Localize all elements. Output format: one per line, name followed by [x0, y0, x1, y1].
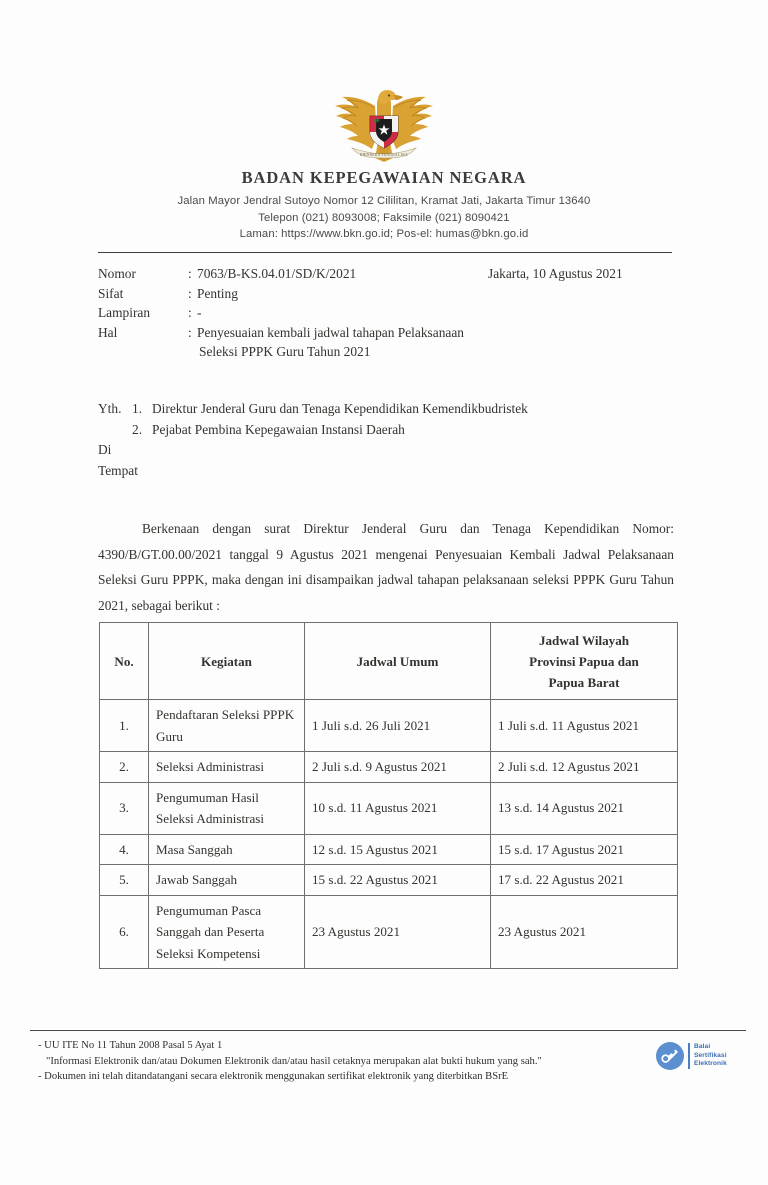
bsre-text-line3: Elektronik — [694, 1060, 727, 1068]
meta-label-sifat: Sifat — [98, 285, 124, 301]
column-header-no: No. — [100, 623, 149, 700]
bsre-wordmark — [694, 1043, 727, 1068]
meta-colon: : — [188, 266, 192, 281]
cell-kegiatan: Seleksi Administrasi — [149, 752, 305, 783]
meta-colon: : — [188, 305, 192, 321]
table-row — [100, 752, 678, 783]
bsre-text-line1: Balai — [694, 1043, 711, 1051]
recipient-item-1-number: 1. — [132, 401, 143, 416]
meta-value-lampiran: - — [197, 305, 202, 321]
organization-address: Jalan Mayor Jendral Sutoyo Nomor 12 Cililitan, Kramat Jati, Jakarta Timur 13640 — [177, 195, 591, 207]
meta-row-nomor — [98, 264, 678, 284]
cell-kegiatan: Jawab Sanggah — [149, 865, 305, 896]
bsre-divider — [688, 1043, 690, 1069]
recipient-yth-label: Yth. — [98, 401, 122, 416]
meta-value-hal: Penyesuaian kembali jadwal tahapan Pelaksanaan — [197, 324, 464, 340]
meta-colon: : — [188, 285, 192, 301]
cell-jadwal-papua: 17 s.d. 22 Agustus 2021 — [491, 865, 678, 896]
column-header-jadwal-umum: Jadwal Umum — [305, 623, 491, 700]
organization-name: BADAN KEPEGAWAIAN NEGARA — [241, 168, 527, 187]
recipient-item-1-text: Direktur Jenderal Guru dan Tenaga Kependidikan Kemendikbudristek — [152, 401, 528, 416]
meta-row-lampiran — [98, 303, 678, 323]
cell-no: 4. — [100, 834, 149, 865]
place-and-date: Jakarta, 10 Agustus 2021 — [488, 266, 623, 281]
garuda-pancasila-emblem — [332, 86, 436, 162]
recipient-di: Di — [98, 442, 112, 457]
recipient-tempat: Tempat — [98, 462, 138, 478]
column-header-kegiatan: Kegiatan — [149, 623, 305, 700]
cell-jadwal-umum: 12 s.d. 15 Agustus 2021 — [305, 834, 491, 865]
footer-line-3: - Dokumen ini telah ditandatangani secara elektronik menggunakan sertifikat elektronik yang diterbitkan BSrE — [38, 1071, 509, 1083]
cell-jadwal-umum: 10 s.d. 11 Agustus 2021 — [305, 782, 491, 834]
cell-jadwal-umum: 15 s.d. 22 Agustus 2021 — [305, 865, 491, 896]
svg-text:BHINNEKA TUNGGAL IKA: BHINNEKA TUNGGAL IKA — [360, 153, 408, 158]
bsre-logo — [655, 1039, 759, 1073]
cell-kegiatan: Pengumuman Hasil Seleksi Administrasi — [149, 782, 305, 834]
table-row — [100, 895, 678, 969]
cell-no: 3. — [100, 782, 149, 834]
bsre-key-icon — [655, 1041, 685, 1071]
letter-meta-block — [98, 264, 678, 362]
recipient-item-1 — [98, 399, 678, 420]
column-header-jadwal-papua-line2: Provinsi Papua dan — [529, 653, 639, 669]
cell-no: 2. — [100, 752, 149, 783]
cell-jadwal-umum: 2 Juli s.d. 9 Agustus 2021 — [305, 752, 491, 783]
column-header-jadwal-papua-line3: Papua Barat — [548, 674, 620, 690]
recipient-item-2 — [98, 420, 678, 441]
meta-row-sifat — [98, 284, 678, 304]
bsre-text-line2: Sertifikasi — [694, 1051, 727, 1059]
meta-label-nomor: Nomor — [98, 266, 136, 281]
table-row — [100, 700, 678, 752]
meta-value-nomor: 7063/B-KS.04.01/SD/K/2021 — [197, 266, 357, 281]
footer-line-2: "Informasi Elektronik dan/atau Dokumen Elektronik dan/atau hasil cetaknya merupakan alat bukti hukum yang sah." — [46, 1055, 542, 1067]
cell-kegiatan: Masa Sanggah — [149, 834, 305, 865]
meta-colon: : — [188, 324, 192, 340]
body-paragraph: Berkenaan dengan surat Direktur Jenderal Guru dan Tenaga Kependidikan Nomor: 4390/B/GT.00.00/2021 tanggal 9 Agustus 2021 mengenai Penyesuaian Kembali Jadwal Pelaksanaan Seleksi Guru PPPK, maka dengan ini disampaikan jadwal tahapan pelaksanaan seleksi PPPK Guru Tahun 2021, sebagai berikut : — [98, 521, 674, 613]
footer-divider — [30, 1030, 746, 1031]
cell-no: 5. — [100, 865, 149, 896]
cell-jadwal-papua: 2 Juli s.d. 12 Agustus 2021 — [491, 752, 678, 783]
meta-row-hal — [98, 323, 678, 343]
table-row — [100, 834, 678, 865]
cell-jadwal-papua: 15 s.d. 17 Agustus 2021 — [491, 834, 678, 865]
cell-no: 6. — [100, 895, 149, 969]
recipient-item-2-number: 2. — [132, 421, 143, 437]
cell-kegiatan: Pendaftaran Seleksi PPPK Guru — [149, 700, 305, 752]
meta-label-hal: Hal — [98, 324, 118, 340]
letterhead — [0, 86, 768, 243]
column-header-jadwal-papua — [491, 623, 678, 700]
table-row — [100, 782, 678, 834]
cell-no: 1. — [100, 700, 149, 752]
cell-kegiatan: Pengumuman Pasca Sanggah dan Peserta Seleksi Kompetensi — [149, 895, 305, 969]
footer-line-1: - UU ITE No 11 Tahun 2008 Pasal 5 Ayat 1 — [38, 1040, 223, 1051]
cell-jadwal-umum: 23 Agustus 2021 — [305, 895, 491, 969]
organization-web: Laman: https://www.bkn.go.id; Pos-el: humas@bkn.go.id — [239, 228, 529, 240]
schedule-table-body — [100, 700, 678, 969]
schedule-table — [99, 622, 678, 969]
table-row — [100, 865, 678, 896]
table-header-row — [100, 623, 678, 700]
column-header-jadwal-papua-line1: Jadwal Wilayah — [538, 632, 630, 648]
cell-jadwal-umum: 1 Juli s.d. 26 Juli 2021 — [305, 700, 491, 752]
cell-jadwal-papua: 23 Agustus 2021 — [491, 895, 678, 969]
meta-value-hal-line2: Seleksi PPPK Guru Tahun 2021 — [199, 344, 371, 360]
schedule-table-wrapper — [99, 622, 677, 969]
meta-value-sifat: Penting — [197, 285, 238, 301]
recipient-item-2-text: Pejabat Pembina Kepegawaian Instansi Daerah — [152, 421, 405, 437]
meta-label-lampiran: Lampiran — [98, 305, 151, 321]
cell-jadwal-papua: 1 Juli s.d. 11 Agustus 2021 — [491, 700, 678, 752]
recipient-block — [98, 399, 678, 481]
cell-jadwal-papua: 13 s.d. 14 Agustus 2021 — [491, 782, 678, 834]
letterhead-divider — [98, 252, 672, 253]
footer-legal-notice — [38, 1038, 648, 1085]
organization-phone: Telepon (021) 8093008; Faksimile (021) 8090421 — [258, 211, 510, 224]
